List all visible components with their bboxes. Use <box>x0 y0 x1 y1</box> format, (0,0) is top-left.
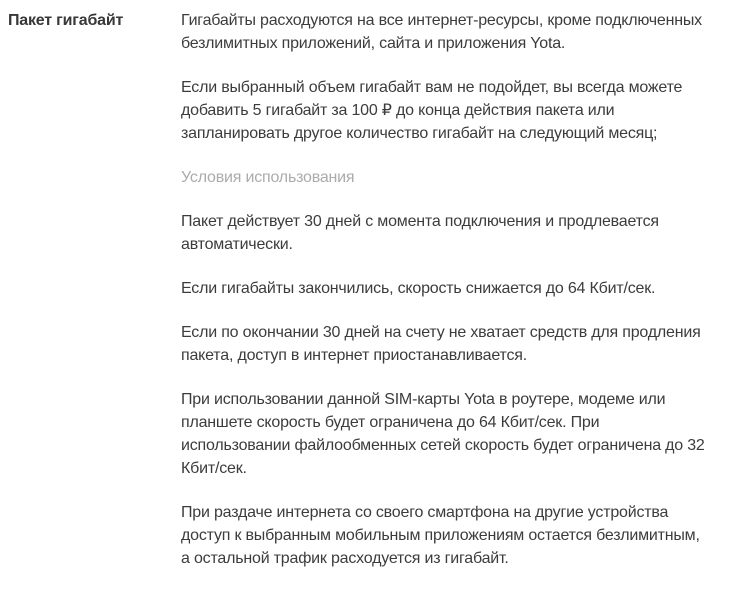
terms-title-column <box>8 9 181 591</box>
paragraph-speed-after-limit: Если гигабайты закончились, скорость снижается до 64 Кбит/сек. <box>181 280 656 297</box>
paragraph-package-duration: Пакет действует 30 дней с момента подключения и продлевается автоматически. <box>181 213 659 253</box>
usage-terms-subheading: Условия использования <box>181 169 355 186</box>
section-title: Пакет гигабайт <box>8 12 124 29</box>
paragraph-sim-in-router: При использовании данной SIM-карты Yota в роутере, модеме или планшете скорость будет ограничена до 64 Кбит/сек. При использовании файлообменных сетей скорость будет ограничена до 32 Кбит/сек. <box>181 391 705 477</box>
terms-content-column <box>181 9 708 591</box>
paragraph-insufficient-funds: Если по окончании 30 дней на счету не хватает средств для продления пакета, доступ в интернет приостанавливается. <box>181 324 701 364</box>
paragraph-gigabytes-usage: Гигабайты расходуются на все интернет-ресурсы, кроме подключенных безлимитных приложений, сайта и приложения Yota. <box>181 12 702 52</box>
paragraph-tethering: При раздаче интернета со своего смартфона на другие устройства доступ к выбранным мобильным приложениям остается безлимитным, а остальной трафик расходуется из гигабайт. <box>181 504 700 567</box>
paragraph-add-gigabytes: Если выбранный объем гигабайт вам не подойдет, вы всегда можете добавить 5 гигабайт за 100 ₽ до конца действия пакета или запланировать другое количество гигабайт на следующий месяц; <box>181 79 683 142</box>
